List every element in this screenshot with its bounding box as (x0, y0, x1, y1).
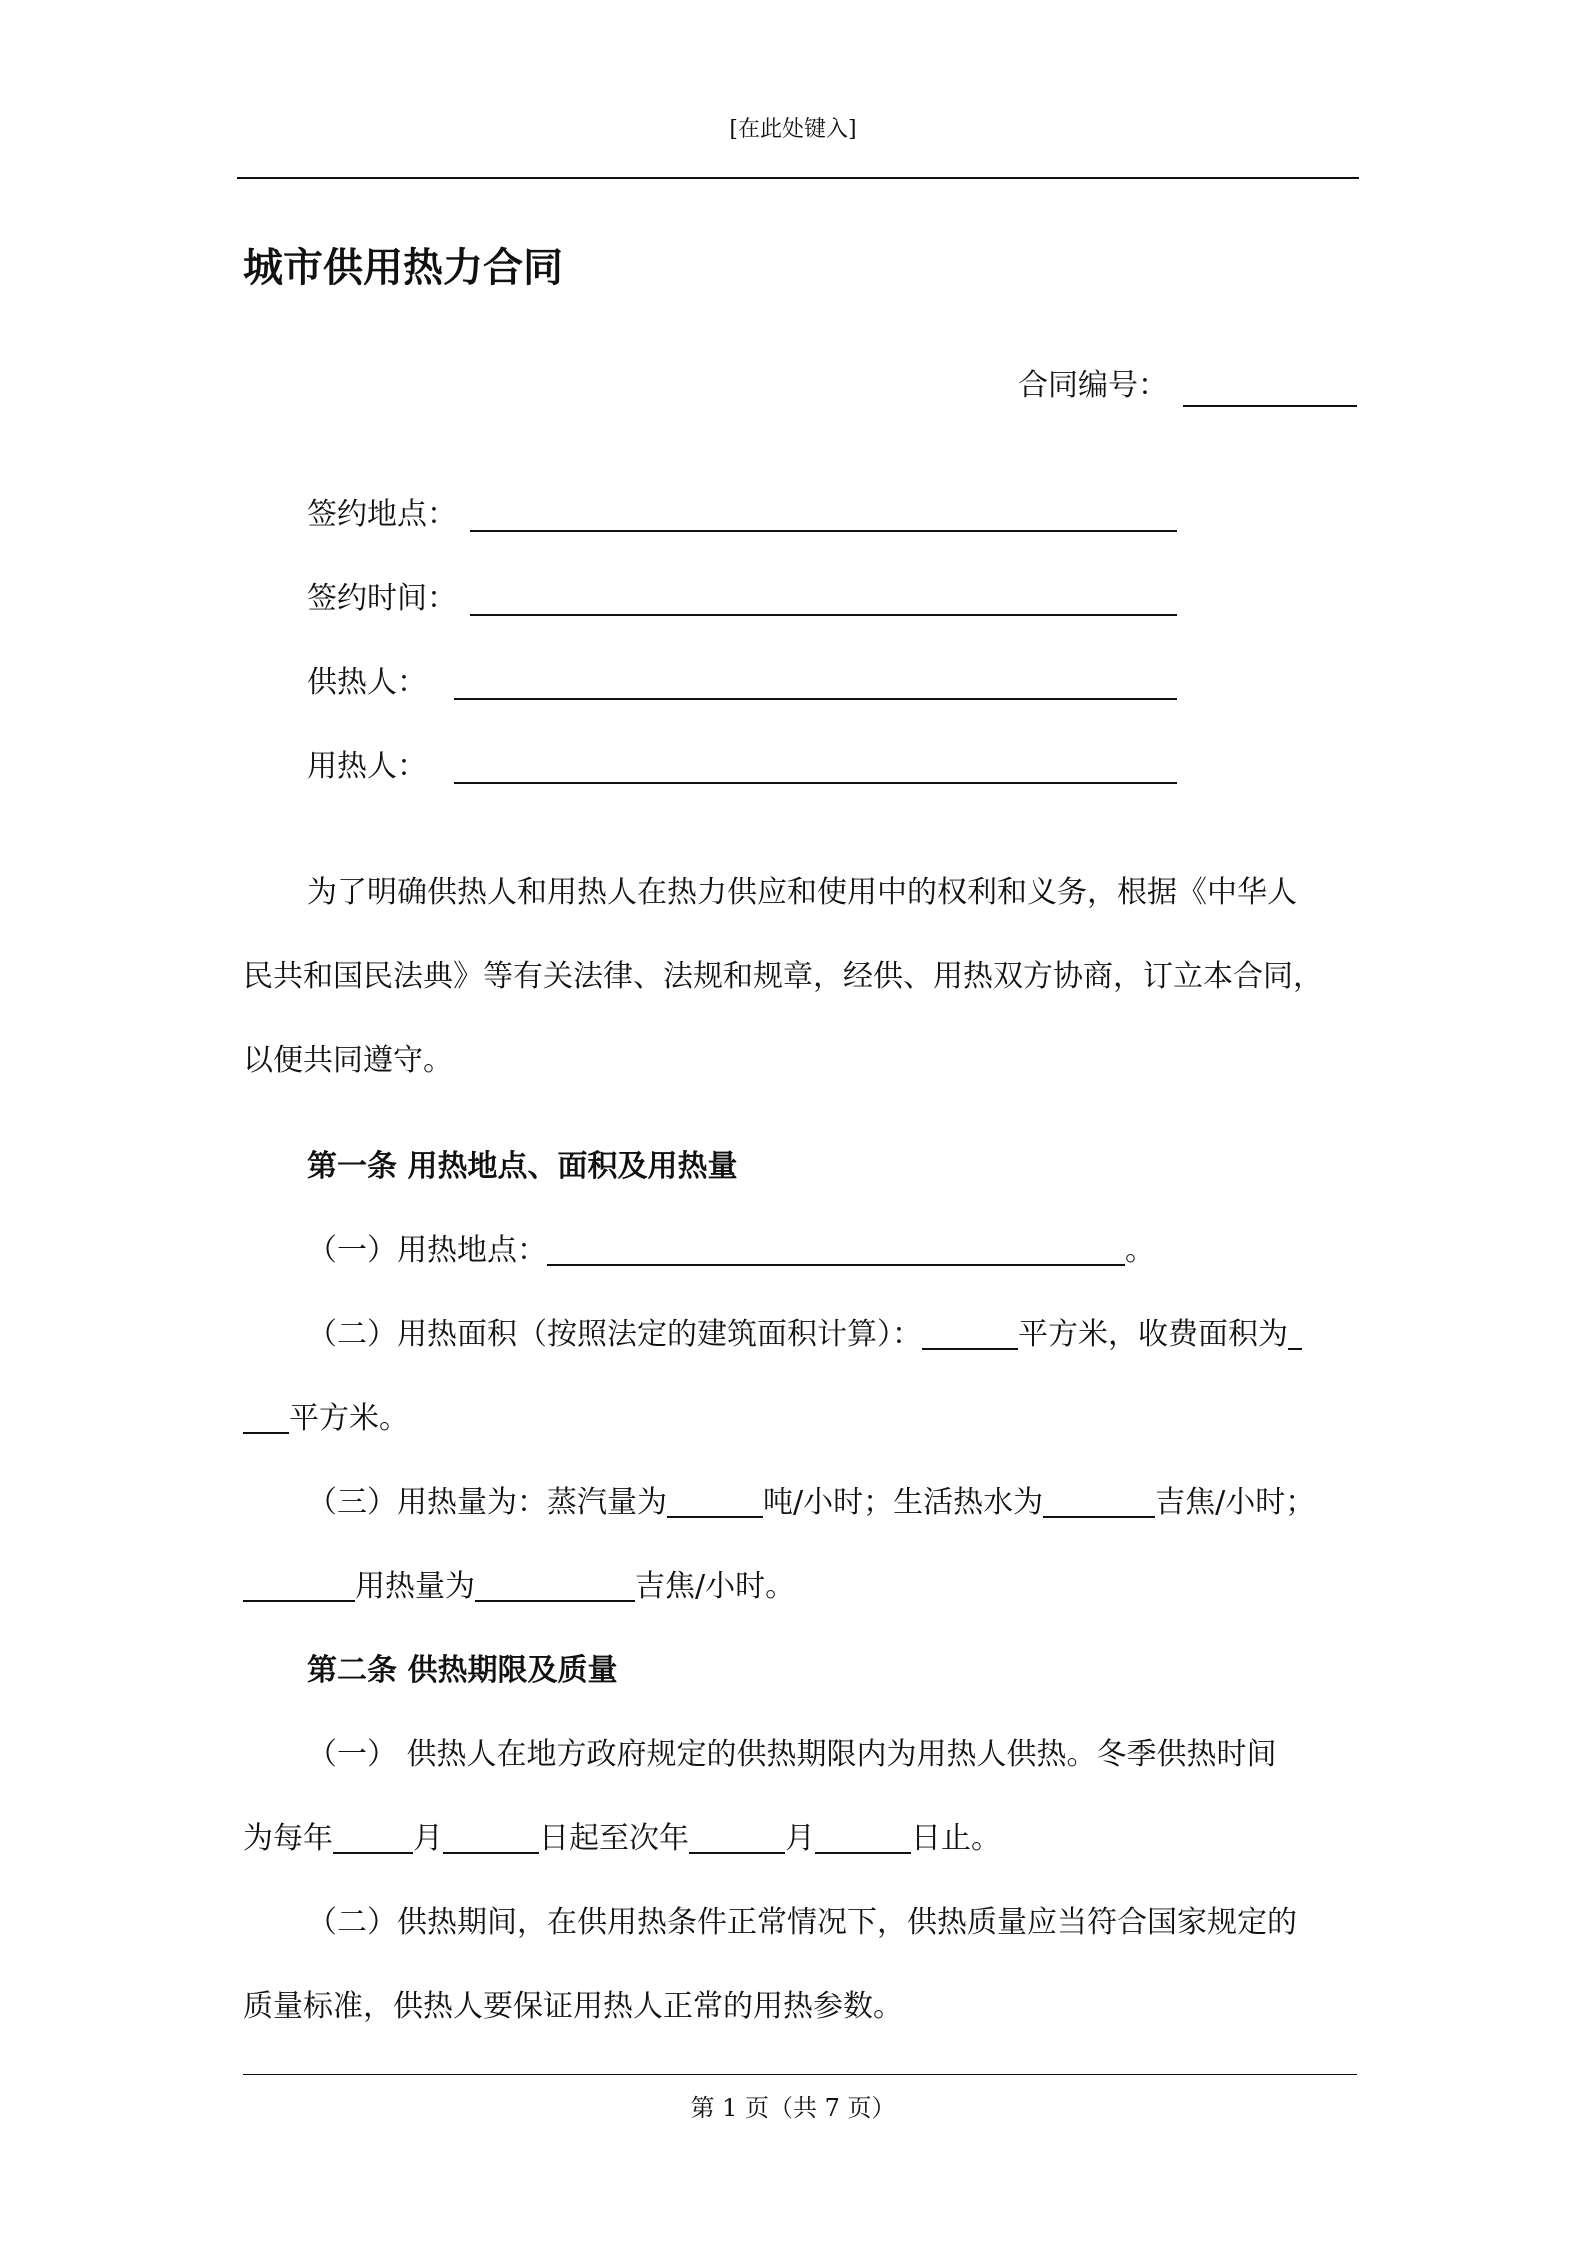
other-amount-blank[interactable] (475, 1570, 635, 1602)
supplier-label: 供热人： (307, 665, 427, 700)
article-2-item-1-cont (243, 1813, 1001, 1857)
article-1-heading: 第一条 用热地点、面积及用热量 (307, 1149, 738, 1184)
supplier-blank[interactable] (454, 698, 1177, 700)
article-1-item-1 (307, 1225, 1155, 1269)
hot-water-blank[interactable] (1043, 1486, 1155, 1518)
intro-line-3: 以便共同遵守。 (243, 1043, 453, 1078)
contract-number-blank[interactable] (1183, 405, 1357, 407)
charge-area-blank[interactable] (243, 1402, 289, 1434)
amount-a: 吨/小时；生活热水为 (763, 1485, 1044, 1520)
sign-time-blank[interactable] (470, 614, 1177, 616)
period-b: 月 (413, 1821, 443, 1856)
sign-place-blank[interactable] (470, 530, 1177, 532)
intro-line-2: 民共和国民法典》等有关法律、法规和规章，经供、用热双方协商，订立本合同， (243, 959, 1323, 994)
article-2-item-2-cont: 质量标准，供热人要保证用热人正常的用热参数。 (243, 1989, 903, 2024)
charge-area-blank-start[interactable] (1288, 1318, 1302, 1350)
intro-line-1: 为了明确供热人和用热人在热力供应和使用中的权利和义务，根据《中华人 (307, 875, 1297, 910)
sign-place-label: 签约地点： (307, 497, 457, 532)
end-day-blank[interactable] (815, 1822, 911, 1854)
page-footer: 第 1 页（共 7 页） (690, 2094, 896, 2122)
header-divider (237, 177, 1359, 179)
area-end: 平方米。 (289, 1401, 409, 1436)
period-c: 日起至次年 (539, 1821, 689, 1856)
article-2-heading: 第二条 供热期限及质量 (307, 1653, 618, 1688)
user-blank[interactable] (454, 782, 1177, 784)
amount-d: 吉焦/小时。 (635, 1569, 796, 1604)
period-e: 日止。 (911, 1821, 1001, 1856)
article-2-item-1: （一） 供热人在地方政府规定的供热期限内为用热人供热。冬季供热时间 (307, 1737, 1277, 1772)
footer-divider (243, 2074, 1357, 2075)
end-month-blank[interactable] (689, 1822, 785, 1854)
start-month-blank[interactable] (333, 1822, 413, 1854)
heating-place-blank[interactable] (547, 1234, 1125, 1266)
contract-number-label: 合同编号： (1018, 368, 1168, 403)
amount-b: 吉焦/小时； (1155, 1485, 1316, 1520)
user-label: 用热人： (307, 749, 427, 784)
period-d: 月 (785, 1821, 815, 1856)
article-1-item-3 (307, 1477, 1315, 1521)
amount-c: 用热量为 (355, 1569, 475, 1604)
page-header: [在此处键入] (729, 117, 857, 142)
amount-label: （三）用热量为：蒸汽量为 (307, 1485, 667, 1520)
area-mid: 平方米，收费面积为 (1018, 1317, 1288, 1352)
article-2-item-2: （二）供热期间，在供用热条件正常情况下，供热质量应当符合国家规定的 (307, 1905, 1297, 1940)
start-day-blank[interactable] (443, 1822, 539, 1854)
article-1-item-2 (307, 1309, 1302, 1353)
steam-amount-blank[interactable] (667, 1486, 763, 1518)
area-label: （二）用热面积（按照法定的建筑面积计算）： (307, 1317, 922, 1352)
sign-time-label: 签约时间： (307, 581, 457, 616)
article-1-item-3-cont (243, 1561, 795, 1605)
period: 。 (1125, 1233, 1155, 1268)
place-label: （一）用热地点： (307, 1233, 547, 1268)
article-1-item-2-cont (243, 1393, 409, 1437)
heating-area-blank[interactable] (922, 1318, 1018, 1350)
period-a: 为每年 (243, 1821, 333, 1856)
document-title: 城市供用热力合同 (243, 245, 563, 291)
other-use-blank[interactable] (243, 1570, 355, 1602)
